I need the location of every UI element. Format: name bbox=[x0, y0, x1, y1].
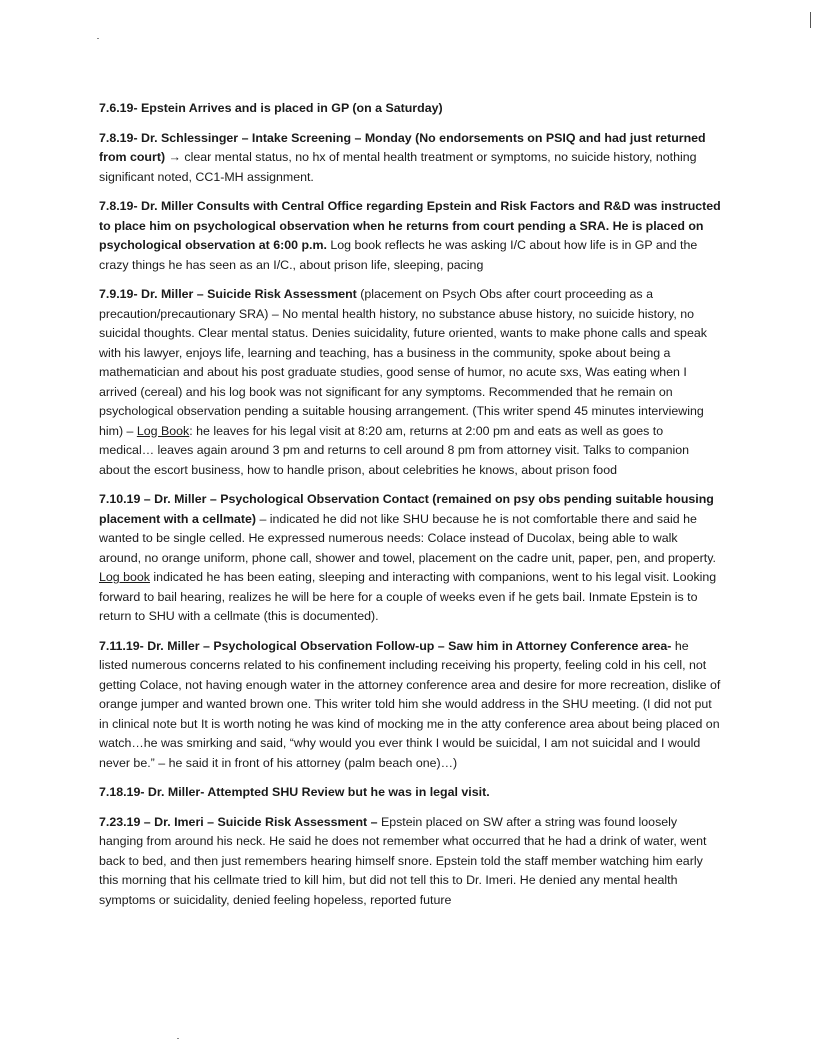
scan-edge-mark bbox=[810, 12, 811, 28]
entry-heading: 7.8.19- Dr. Miller Consults with Central Office regarding Epstein and Risk Factors and R&D was instructed to place him on psychological observation when he returns from court pending a SRA. He is placed on psychological observation at 6:00 p.m. bbox=[99, 199, 721, 252]
entry-7-9-19 bbox=[99, 285, 721, 480]
entry-body: Epstein placed on SW after a string was found loosely hanging from around his neck. He said he does not remember what occurred that he had a drink of water, went back to bed, and then just remembers hearing himself snore. Epstein told the staff member watching him early this morning that his cellmate tried to kill him, but did not tell this to Dr. Imeri. He denied any mental health symptoms or suicidality, denied feeling hopeless, reported future bbox=[99, 814, 707, 907]
entry-body: Log book reflects he was asking I/C about how life is in GP and the crazy things he has seen as an I/C., about prison life, sleeping, pacing bbox=[99, 238, 698, 272]
entry-7-18-19 bbox=[99, 783, 721, 803]
entry-7-10-19 bbox=[99, 490, 721, 627]
entry-heading: 7.10.19 – Dr. Miller – Psychological Observation Contact (remained on psy obs pending suitable housing placement with a cellmate) bbox=[99, 492, 714, 526]
log-book-text: indicated he has been eating, sleeping and interacting with companions, went to his legal visit. Looking forward to bail hearing, realizes he will be here for a couple of weeks even if he gets bail. Inmate Epstein is to return to SHU with a cellmate (this is documented). bbox=[99, 570, 717, 623]
entry-heading: 7.8.19- Dr. Schlessinger – Intake Screening – Monday (No endorsements on PSIQ and had just returned from court) bbox=[99, 130, 706, 164]
log-book-label: Log book bbox=[99, 570, 150, 584]
entry-7-11-19 bbox=[99, 637, 721, 774]
entry-heading: 7.11.19- Dr. Miller – Psychological Observation Follow-up – Saw him in Attorney Conference area- bbox=[99, 638, 672, 653]
entry-body: (placement on Psych Obs after court proceeding as a precaution/precautionary SRA) – No mental health history, no substance abuse history, no suicide history, no suicidal thoughts. Clear mental status. Denies suicidality, future oriented, wants to make phone calls and speak with his lawyer, enjoys life, learning and teaching, has a business in the community, spoke about being a mathematician and about his post graduate studies, good sense of humor, no acute sxs, Was eating when I arrived (cereal) and his log book was not significant for any symptoms. Recommended that he remain on psychological observation pending a suitable housing arrangement. (This writer spend 45 minutes interviewing him) – bbox=[99, 287, 707, 438]
entry-heading: 7.18.19- Dr. Miller- Attempted SHU Review but he was in legal visit. bbox=[99, 785, 490, 799]
scan-speck bbox=[97, 38, 99, 39]
entry-body: → clear mental status, no hx of mental health treatment or symptoms, no suicide history, nothing significant noted, CC1-MH assignment. bbox=[99, 150, 697, 184]
entry-heading: 7.9.19- Dr. Miller – Suicide Risk Assessment bbox=[99, 287, 357, 301]
entry-heading: 7.6.19- Epstein Arrives and is placed in GP (on a Saturday) bbox=[99, 101, 443, 115]
entry-heading: 7.23.19 – Dr. Imeri – Suicide Risk Assessment – bbox=[99, 814, 378, 829]
entry-body: he listed numerous concerns related to his confinement including receiving his property, feeling cold in his cell, not getting Colace, not having enough water in the attorney conference area and desire for more recreation, dislike of orange jumper and wanted brown one. This writer told him she would address in the SHU meeting. (I did not put in clinical note but It is worth noting he was kind of mocking me in the atty conference area about being placed on watch…he was smirking and said, “why would you ever think I would be suicidal, I am not suicidal and I would never be.” – he said it in front of his attorney (palm beach one)…) bbox=[99, 638, 721, 770]
entry-7-23-19 bbox=[99, 813, 721, 911]
scan-speck bbox=[177, 1038, 179, 1039]
entry-7-8-19-intake bbox=[99, 129, 721, 188]
log-book-text: : he leaves for his legal visit at 8:20 am, returns at 2:00 pm and eats as well as goes to medical… leaves again around 3 pm and returns to cell around 8 pm from attorney visit. Talks to companion about the escort business, how to handle prison, about celebrities he knows, about prison food bbox=[99, 423, 690, 477]
document-page bbox=[99, 99, 721, 920]
entry-7-6-19 bbox=[99, 99, 721, 119]
entry-body: – indicated he did not like SHU because he is not comfortable there and said he wanted to be single celled. He expressed numerous needs: Colace instead of Ducolax, being able to walk around, no orange uniform, phone call, shower and towel, placement on the cadre unit, paper, pen, and property. bbox=[99, 511, 716, 565]
entry-7-8-19-consult bbox=[99, 197, 721, 275]
log-book-label: Log Book bbox=[136, 423, 190, 438]
